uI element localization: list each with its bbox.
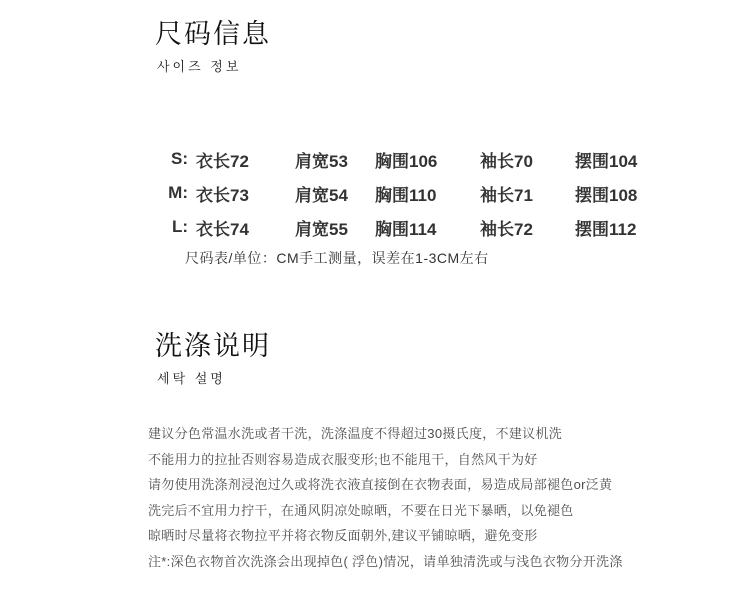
- measurement-shoulder: 肩宽55: [295, 219, 348, 239]
- measurement-hem: 摆围108: [575, 185, 638, 205]
- wash-section-subtitle-korean: 세탁 설명: [157, 371, 226, 386]
- wash-instruction-line: 晾晒时尽量将衣物拉平并将衣物反面朝外,建议平铺晾晒，避免变形: [148, 528, 538, 543]
- measurement-sleeve: 袖长70: [480, 151, 533, 171]
- size-measurement-note: 尺码表/单位：CM手工测量，误差在1-3CM左右: [185, 250, 489, 266]
- measurement-length: 衣长73: [196, 185, 249, 205]
- wash-instruction-line: 请勿使用洗涤剂浸泡过久或将洗衣液直接倒在衣物表面，易造成局部褪色or泛黄: [148, 477, 613, 492]
- size-table: [168, 142, 668, 244]
- size-table-row-s: [168, 142, 668, 176]
- measurement-bust: 胸围114: [375, 219, 437, 239]
- measurement-hem: 摆围112: [575, 219, 637, 239]
- wash-instruction-list: [148, 421, 718, 574]
- size-label-m: M:: [168, 183, 188, 202]
- wash-section-title: 洗涤说明: [155, 331, 271, 361]
- measurement-sleeve: 袖长71: [480, 185, 533, 205]
- measurement-bust: 胸围106: [375, 151, 438, 171]
- measurement-sleeve: 袖长72: [480, 219, 533, 239]
- wash-instruction-line: 建议分色常温水洗或者干洗，洗涤温度不得超过30摄氏度，不建议机洗: [148, 426, 563, 441]
- size-section-subtitle-korean: 사이즈 정보: [157, 59, 242, 74]
- wash-instruction-line: 洗完后不宜用力拧干，在通风阴凉处晾晒，不要在日光下暴晒，以免褪色: [148, 502, 574, 518]
- measurement-hem: 摆围104: [575, 151, 638, 171]
- size-table-row-l: [168, 210, 668, 244]
- measurement-length: 衣长72: [196, 151, 249, 171]
- wash-instruction-line: 不能用力的拉扯否则容易造成衣服变形;也不能甩干，自然风干为好: [148, 451, 538, 467]
- size-label-s: S:: [171, 149, 188, 168]
- size-section-title: 尺码信息: [155, 19, 271, 49]
- measurement-shoulder: 肩宽53: [295, 151, 348, 171]
- measurement-length: 衣长74: [196, 219, 249, 239]
- measurement-shoulder: 肩宽54: [295, 185, 348, 205]
- size-label-l: L:: [171, 217, 188, 236]
- size-table-row-m: [168, 176, 668, 210]
- measurement-bust: 胸围110: [375, 185, 437, 205]
- wash-instruction-line: 注*:深色衣物首次洗涤会出现掉色( 浮色)情况，请单独清洗或与浅色衣物分开洗涤: [148, 553, 623, 569]
